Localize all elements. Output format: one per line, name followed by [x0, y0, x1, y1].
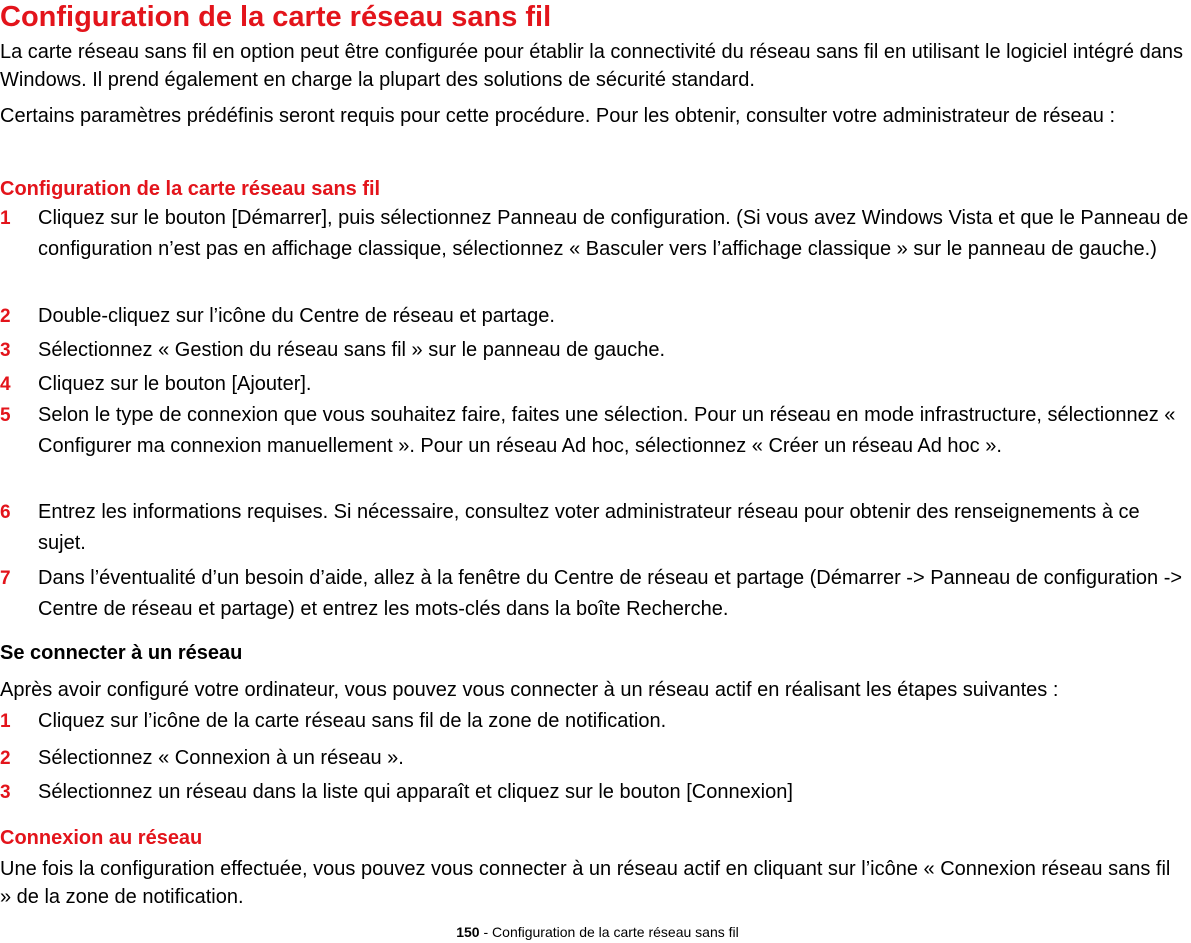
connexion-paragraph: Une fois la configuration effectuée, vous pouvez vous connecter à un réseau actif en cliquant sur l’icône « Connexion réseau sans fil » de la zone de notification.	[0, 858, 1171, 908]
connect-section-heading: Se connecter à un réseau	[0, 642, 243, 664]
step-number: 1	[0, 711, 11, 732]
step-number: 5	[0, 405, 11, 426]
step-text: Cliquez sur le bouton [Démarrer], puis sélectionnez Panneau de configuration. (Si vous avez Windows Vista et que le Panneau de configuration n’est pas en affichage classique, sélectionnez « Basculer vers l’affichage classique » sur le panneau de gauche.)	[38, 207, 1189, 260]
footer-separator: -	[479, 924, 493, 940]
intro-paragraph-1: La carte réseau sans fil en option peut être configurée pour établir la connectivité du réseau sans fil en utilisant le logiciel intégré dans Windows. Il prend également en charge la plupart des solutions de sécurité standard.	[0, 41, 1183, 91]
step-number: 7	[0, 568, 11, 589]
page-number: 150	[456, 924, 480, 940]
step-number: 3	[0, 340, 11, 361]
footer-label: Configuration de la carte réseau sans fil	[492, 924, 739, 940]
step-text: Sélectionnez « Connexion à un réseau ».	[38, 747, 404, 769]
step-text: Entrez les informations requises. Si nécessaire, consultez voter administrateur réseau pour obtenir des renseignements à ce sujet.	[38, 501, 1140, 554]
step-text: Dans l’éventualité d’un besoin d’aide, allez à la fenêtre du Centre de réseau et partage (Démarrer -> Panneau de configuration -> Centre de réseau et partage) et entrez les mots-clés dans la boîte Recherche.	[38, 567, 1183, 620]
step-text: Cliquez sur le bouton [Ajouter].	[38, 373, 312, 395]
page-title: Configuration de la carte réseau sans fil	[0, 1, 552, 33]
step-number: 2	[0, 748, 11, 769]
step-number: 2	[0, 306, 11, 327]
connect-intro: Après avoir configuré votre ordinateur, vous pouvez vous connecter à un réseau actif en réalisant les étapes suivantes :	[0, 679, 1059, 701]
config-section-heading: Configuration de la carte réseau sans fil	[0, 178, 381, 200]
page-footer	[0, 922, 1191, 942]
intro-paragraph-2: Certains paramètres prédéfinis seront requis pour cette procédure. Pour les obtenir, consulter votre administrateur de réseau :	[0, 105, 1116, 127]
step-number: 6	[0, 502, 11, 523]
step-number: 1	[0, 208, 11, 229]
step-text: Sélectionnez « Gestion du réseau sans fil » sur le panneau de gauche.	[38, 339, 666, 361]
connexion-section-heading: Connexion au réseau	[0, 827, 203, 849]
step-number: 3	[0, 782, 11, 803]
step-text: Selon le type de connexion que vous souhaitez faire, faites une sélection. Pour un réseau en mode infrastructure, sélectionnez « Configurer ma connexion manuellement ». Pour un réseau Ad hoc, sélectionnez « Créer un réseau Ad hoc ».	[38, 404, 1176, 457]
step-text: Double-cliquez sur l’icône du Centre de réseau et partage.	[38, 305, 555, 327]
step-number: 4	[0, 374, 11, 395]
step-text: Sélectionnez un réseau dans la liste qui apparaît et cliquez sur le bouton [Connexion]	[38, 781, 793, 803]
step-text: Cliquez sur l’icône de la carte réseau sans fil de la zone de notification.	[38, 710, 667, 732]
